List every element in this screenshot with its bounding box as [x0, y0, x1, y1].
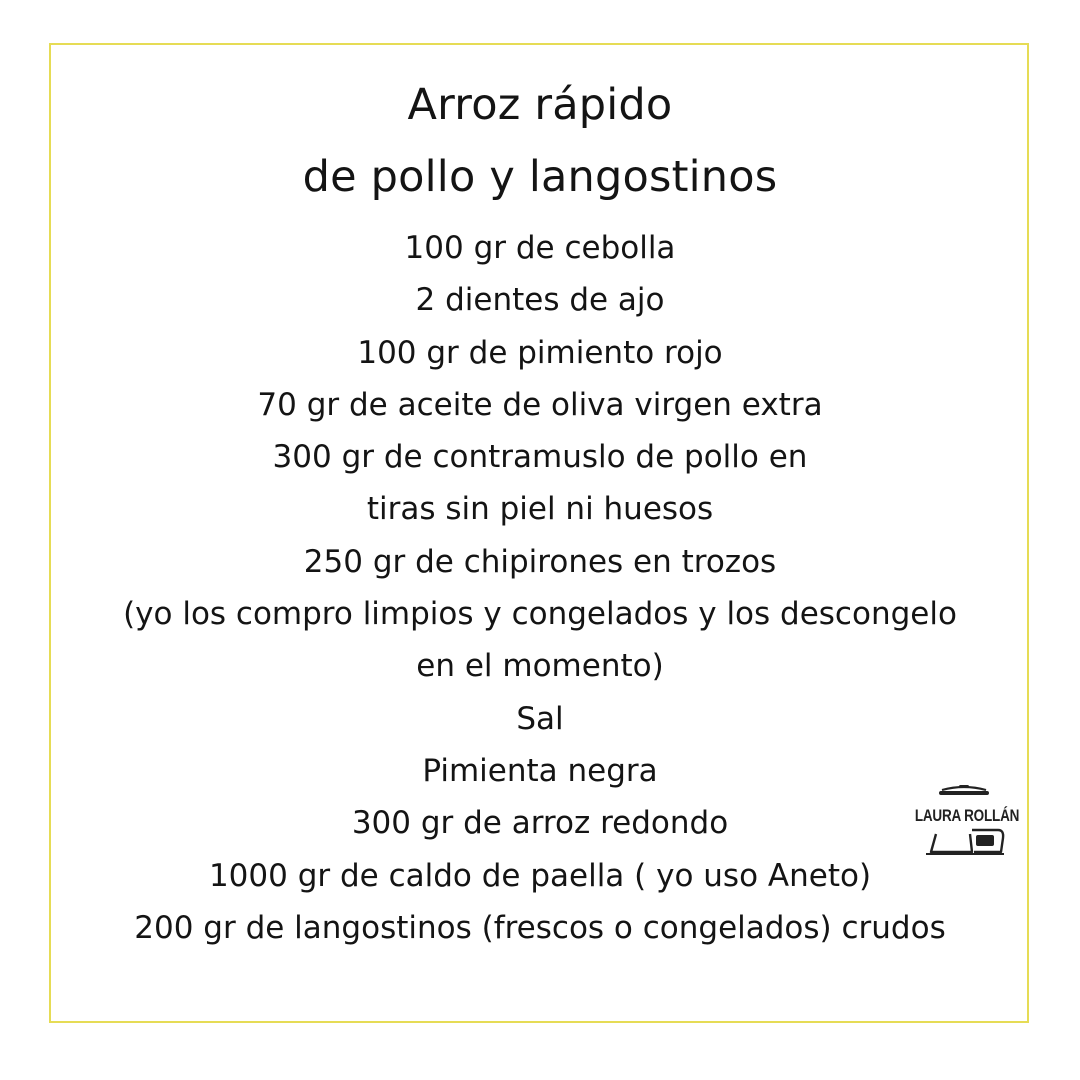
brand-logo-text: LAURA ROLLÁN: [914, 806, 1020, 825]
ingredient-line: 100 gr de pimiento rojo: [357, 334, 723, 371]
ingredient-line: 200 gr de langostinos (frescos o congelados) crudos: [134, 909, 946, 946]
recipe-title-line-2: de pollo y langostinos: [302, 152, 778, 202]
ingredient-line: 70 gr de aceite de oliva virgen extra: [257, 386, 823, 423]
ingredient-line: 1000 gr de caldo de paella ( yo uso Aneto): [208, 857, 872, 894]
ingredient-line: 300 gr de arroz redondo: [351, 805, 729, 842]
ingredient-line: tiras sin piel ni huesos: [366, 491, 714, 528]
ingredient-line: 2 dientes de ajo: [415, 282, 665, 319]
ingredient-line: 300 gr de contramuslo de pollo en: [272, 439, 808, 476]
ingredient-line: (yo los compro limpios y congelados y los descongelo: [123, 596, 957, 633]
ingredient-line: Pimienta negra: [422, 752, 658, 789]
ingredient-line: en el momento): [416, 648, 664, 685]
brand-logo: [912, 780, 1022, 860]
ingredient-line: Sal: [516, 700, 564, 737]
recipe-title-line-1: Arroz rápido: [407, 80, 673, 130]
ingredient-line: 100 gr de cebolla: [404, 230, 676, 266]
ingredient-line: 250 gr de chipirones en trozos: [303, 543, 777, 580]
